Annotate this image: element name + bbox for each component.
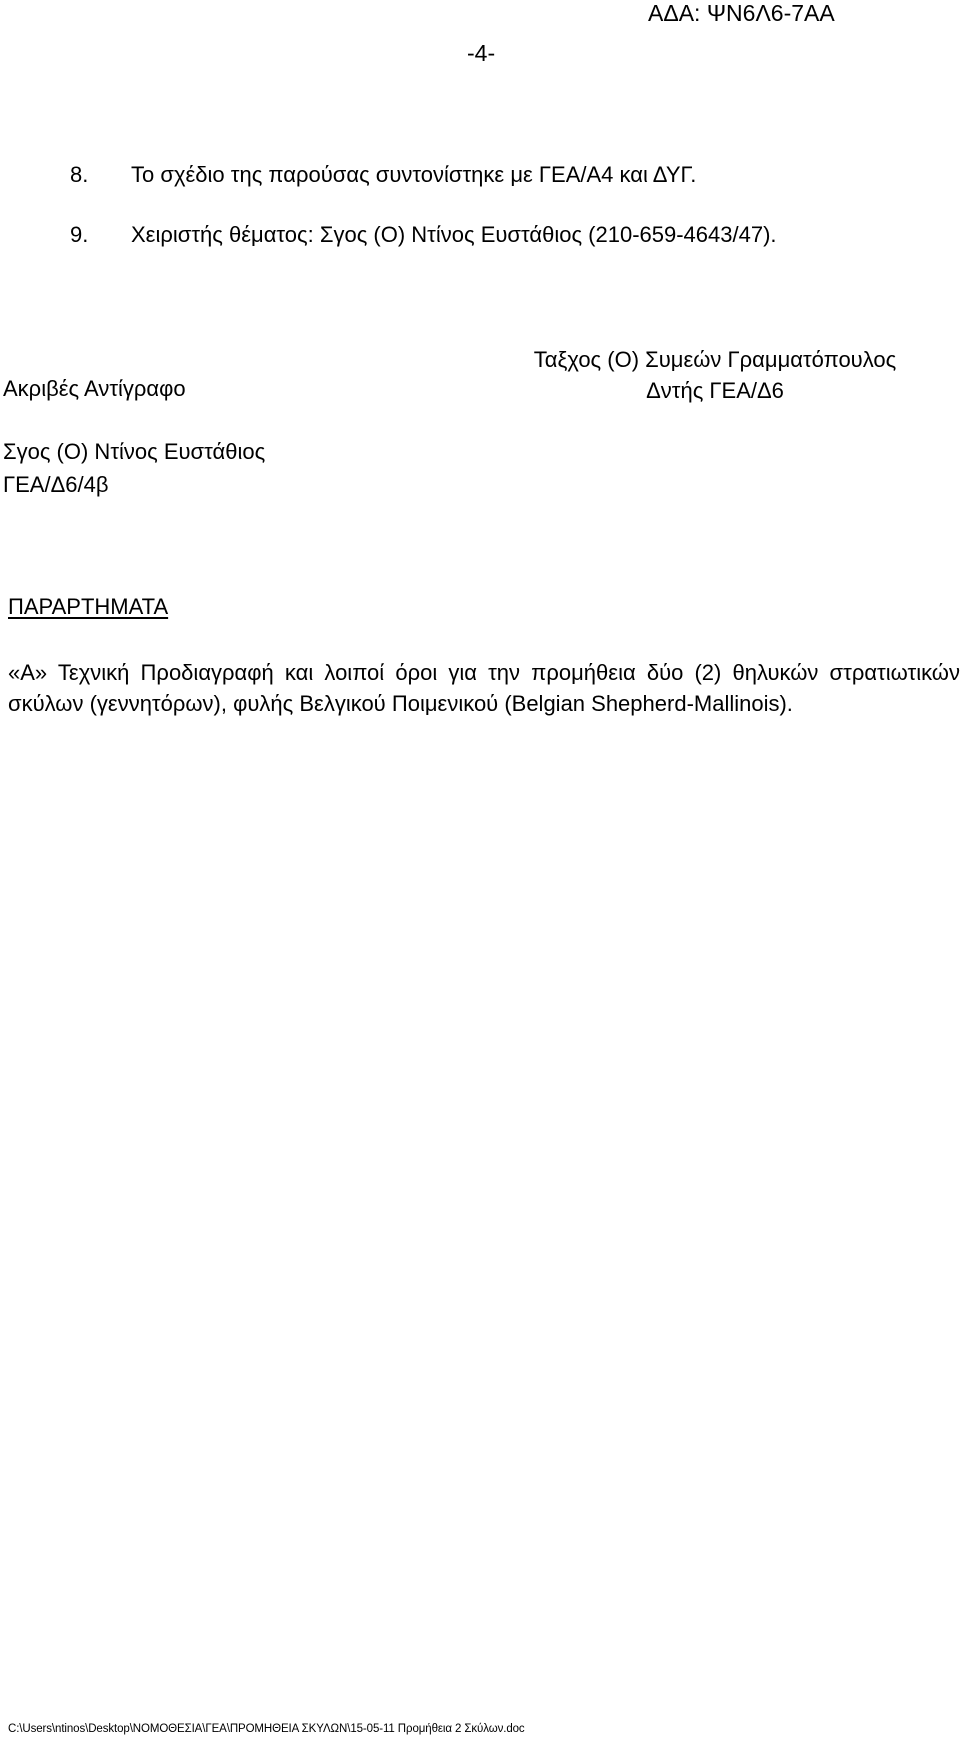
annex-title: ΠΑΡΑΡΤΗΜΑΤΑ	[8, 594, 169, 619]
item-text: Χειριστής θέματος: Σγος (Ο) Ντίνος Ευστάθιος (210-659-4643/47).	[131, 222, 777, 247]
copy-signatory-title: ΓΕΑ/Δ6/4β	[3, 472, 109, 497]
copy-signatory-name: Σγος (Ο) Ντίνος Ευστάθιος	[3, 439, 266, 464]
page-number: -4-	[467, 40, 496, 66]
item-number: 8.	[70, 162, 89, 187]
signatory-title: Δντής ΓΕΑ/Δ6	[646, 378, 784, 403]
signatory-name: Ταξχος (Ο) Συμεών Γραμματόπουλος	[533, 347, 897, 372]
annex-entry: «Α» Τεχνική Προδιαγραφή και λοιποί όροι για την προμήθεια δύο (2) θηλυκών στρατιωτικών σκύλων (γεννητόρων), φυλής Βελγικού Ποιμενικού (Belgian Shepherd-Mallinois).	[8, 660, 960, 716]
item-text: Το σχέδιο της παρούσας συντονίστηκε με ΓΕΑ/Α4 και ΔΥΓ.	[131, 162, 697, 187]
item-number: 9.	[70, 222, 89, 247]
certified-copy-label: Ακριβές Αντίγραφο	[3, 376, 186, 401]
file-path-footer: C:\Users\ntinos\Desktop\ΝΟΜΟΘΕΣΙΑ\ΓΕΑ\ΠΡΟΜΗΘΕΙΑ ΣΚΥΛΩΝ\15-05-11 Προμήθεια 2 Σκύλων.doc	[8, 1723, 525, 1735]
ada-code: ΑΔΑ: ΨΝ6Λ6-7ΑΑ	[648, 0, 835, 26]
